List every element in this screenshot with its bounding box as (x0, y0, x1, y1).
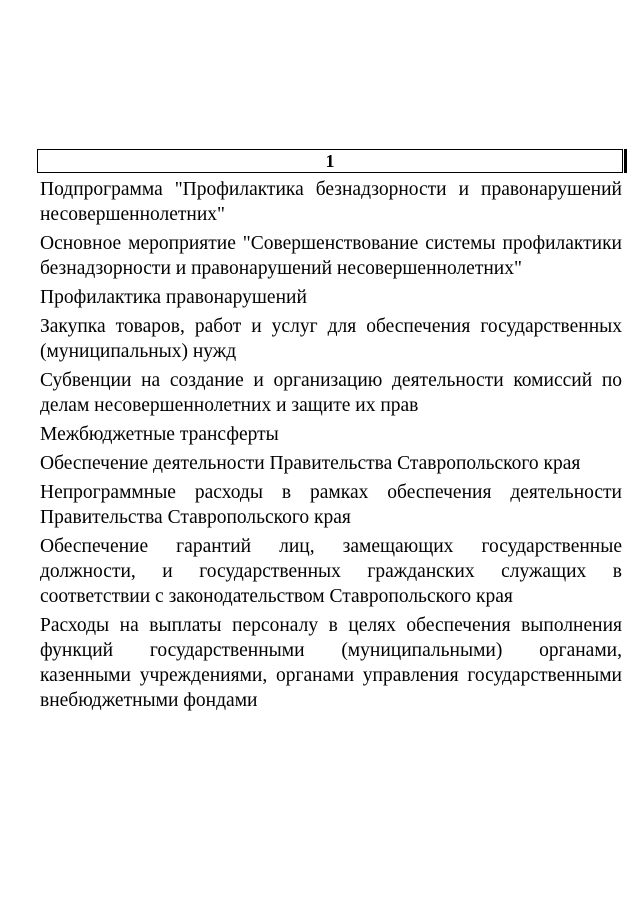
list-item-subprogram: Подпрограмма "Профилактика безнадзорности и правонарушений несовершеннолетних" (40, 179, 622, 225)
list-item-government-activity: Обеспечение деятельности Правительства Ставропольского края (40, 453, 581, 474)
list-item-non-program-expenses: Непрограммные расходы в рамках обеспечения деятельности Правительства Ставропольского края (40, 482, 622, 528)
list-item-subventions: Субвенции на создание и организацию деятельности комиссий по делам несовершеннолетних и защите их прав (40, 370, 622, 416)
list-item-prevention: Профилактика правонарушений (40, 287, 307, 308)
table-header-row (37, 149, 623, 173)
table-right-border (624, 149, 627, 173)
list-item-personnel-payments: Расходы на выплаты персоналу в целях обеспечения выполнения функций государственными (муниципальными) органами, казенными учреждениями, органами управления государственными внебюджетными фондами (40, 615, 622, 711)
budget-items-list (40, 177, 622, 717)
list-item-guarantees: Обеспечение гарантий лиц, замещающих государственные должности, и государственных гражданских служащих в соответствии с законодательством Ставропольского края (40, 536, 622, 607)
list-item-main-activity: Основное мероприятие "Совершенствование системы профилактики безнадзорности и правонарушений несовершеннолетних" (40, 233, 622, 279)
list-item-procurement: Закупка товаров, работ и услуг для обеспечения государственных (муниципальных) нужд (40, 316, 622, 362)
list-item-transfers: Межбюджетные трансферты (40, 424, 279, 445)
column-number-label: 1 (325, 151, 335, 171)
